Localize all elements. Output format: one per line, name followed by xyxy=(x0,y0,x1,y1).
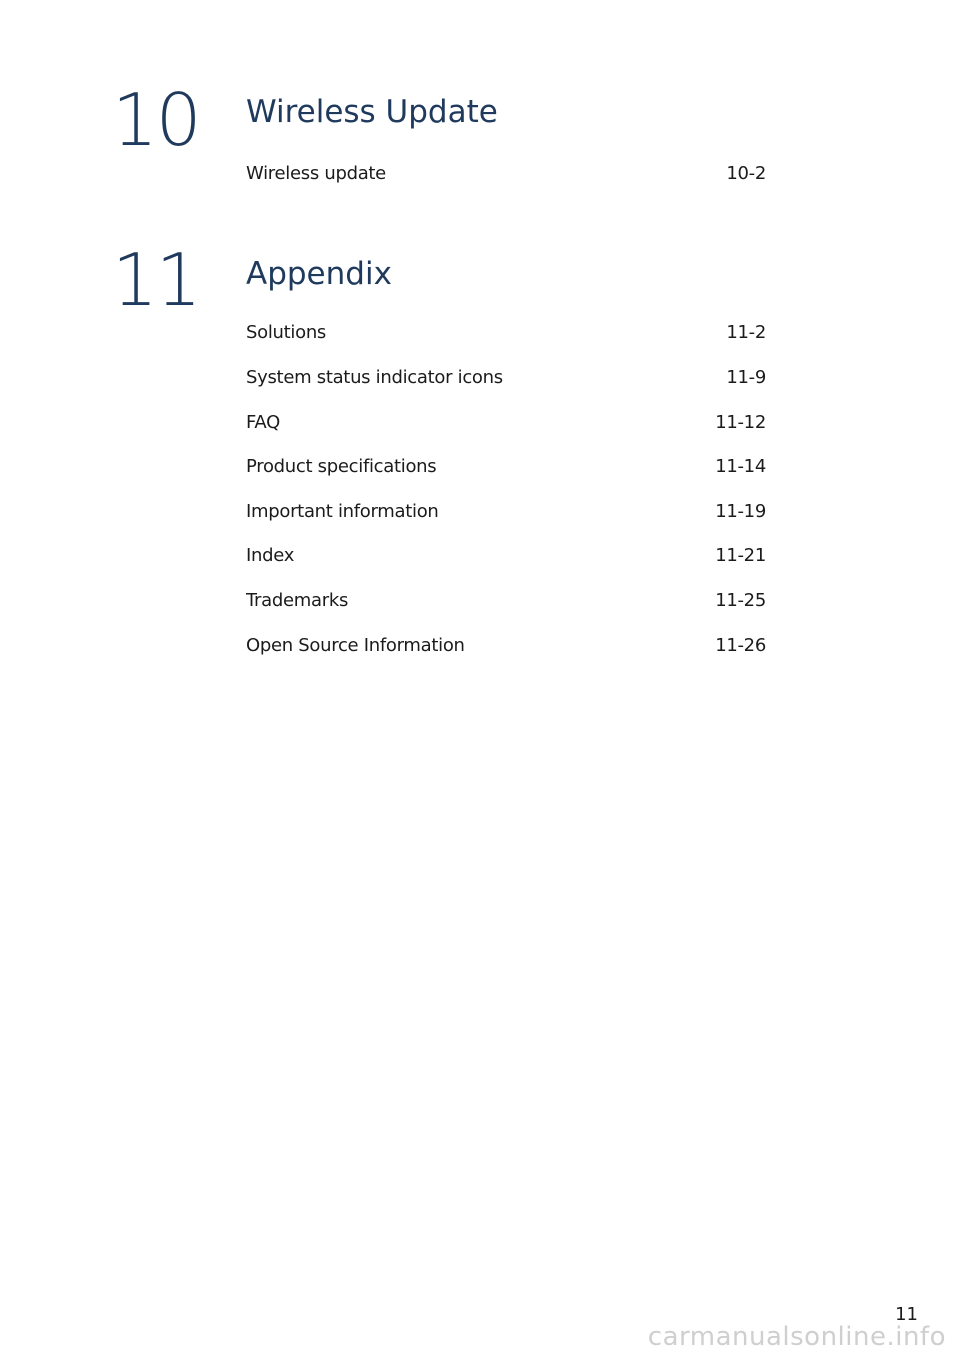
toc-entry-solutions[interactable] xyxy=(246,321,766,345)
toc-entry-label: Wireless update xyxy=(246,163,386,184)
toc-entry-label: Index xyxy=(246,545,295,566)
toc-entry-label: Important information xyxy=(246,501,439,522)
chapter-11-title: Appendix xyxy=(246,256,392,292)
toc-entry-product-specifications[interactable] xyxy=(246,455,766,479)
toc-entry-page: 11-21 xyxy=(715,545,766,566)
chapter-10-number: 10 xyxy=(112,78,200,162)
toc-entry-trademarks[interactable] xyxy=(246,589,766,613)
chapter-10-title: Wireless Update xyxy=(246,94,498,130)
toc-entry-label: Product specifications xyxy=(246,456,437,477)
chapter-11-number: 11 xyxy=(112,238,200,322)
toc-entry-page: 11-2 xyxy=(726,322,766,343)
watermark: carmanualsonline.info xyxy=(647,1322,946,1352)
toc-entry-page: 11-12 xyxy=(715,412,766,433)
toc-entry-label: Trademarks xyxy=(246,590,349,611)
toc-entry-faq[interactable] xyxy=(246,411,766,435)
toc-entry-index[interactable] xyxy=(246,544,766,568)
toc-entry-page: 10-2 xyxy=(726,163,766,184)
toc-entry-label: Solutions xyxy=(246,322,327,343)
toc-entry-system-status-indicator-icons[interactable] xyxy=(246,366,766,390)
toc-entry-label: System status indicator icons xyxy=(246,367,503,388)
toc-entry-wireless-update[interactable] xyxy=(246,162,766,186)
toc-entry-page: 11-25 xyxy=(715,590,766,611)
toc-entry-page: 11-26 xyxy=(715,635,766,656)
toc-entry-page: 11-9 xyxy=(726,367,766,388)
toc-entry-important-information[interactable] xyxy=(246,500,766,524)
page-number: 11 xyxy=(895,1304,918,1325)
toc-entry-page: 11-19 xyxy=(715,501,766,522)
toc-entry-label: Open Source Information xyxy=(246,635,465,656)
toc-entry-open-source-information[interactable] xyxy=(246,634,766,658)
toc-entry-page: 11-14 xyxy=(715,456,766,477)
toc-entry-label: FAQ xyxy=(246,412,280,433)
